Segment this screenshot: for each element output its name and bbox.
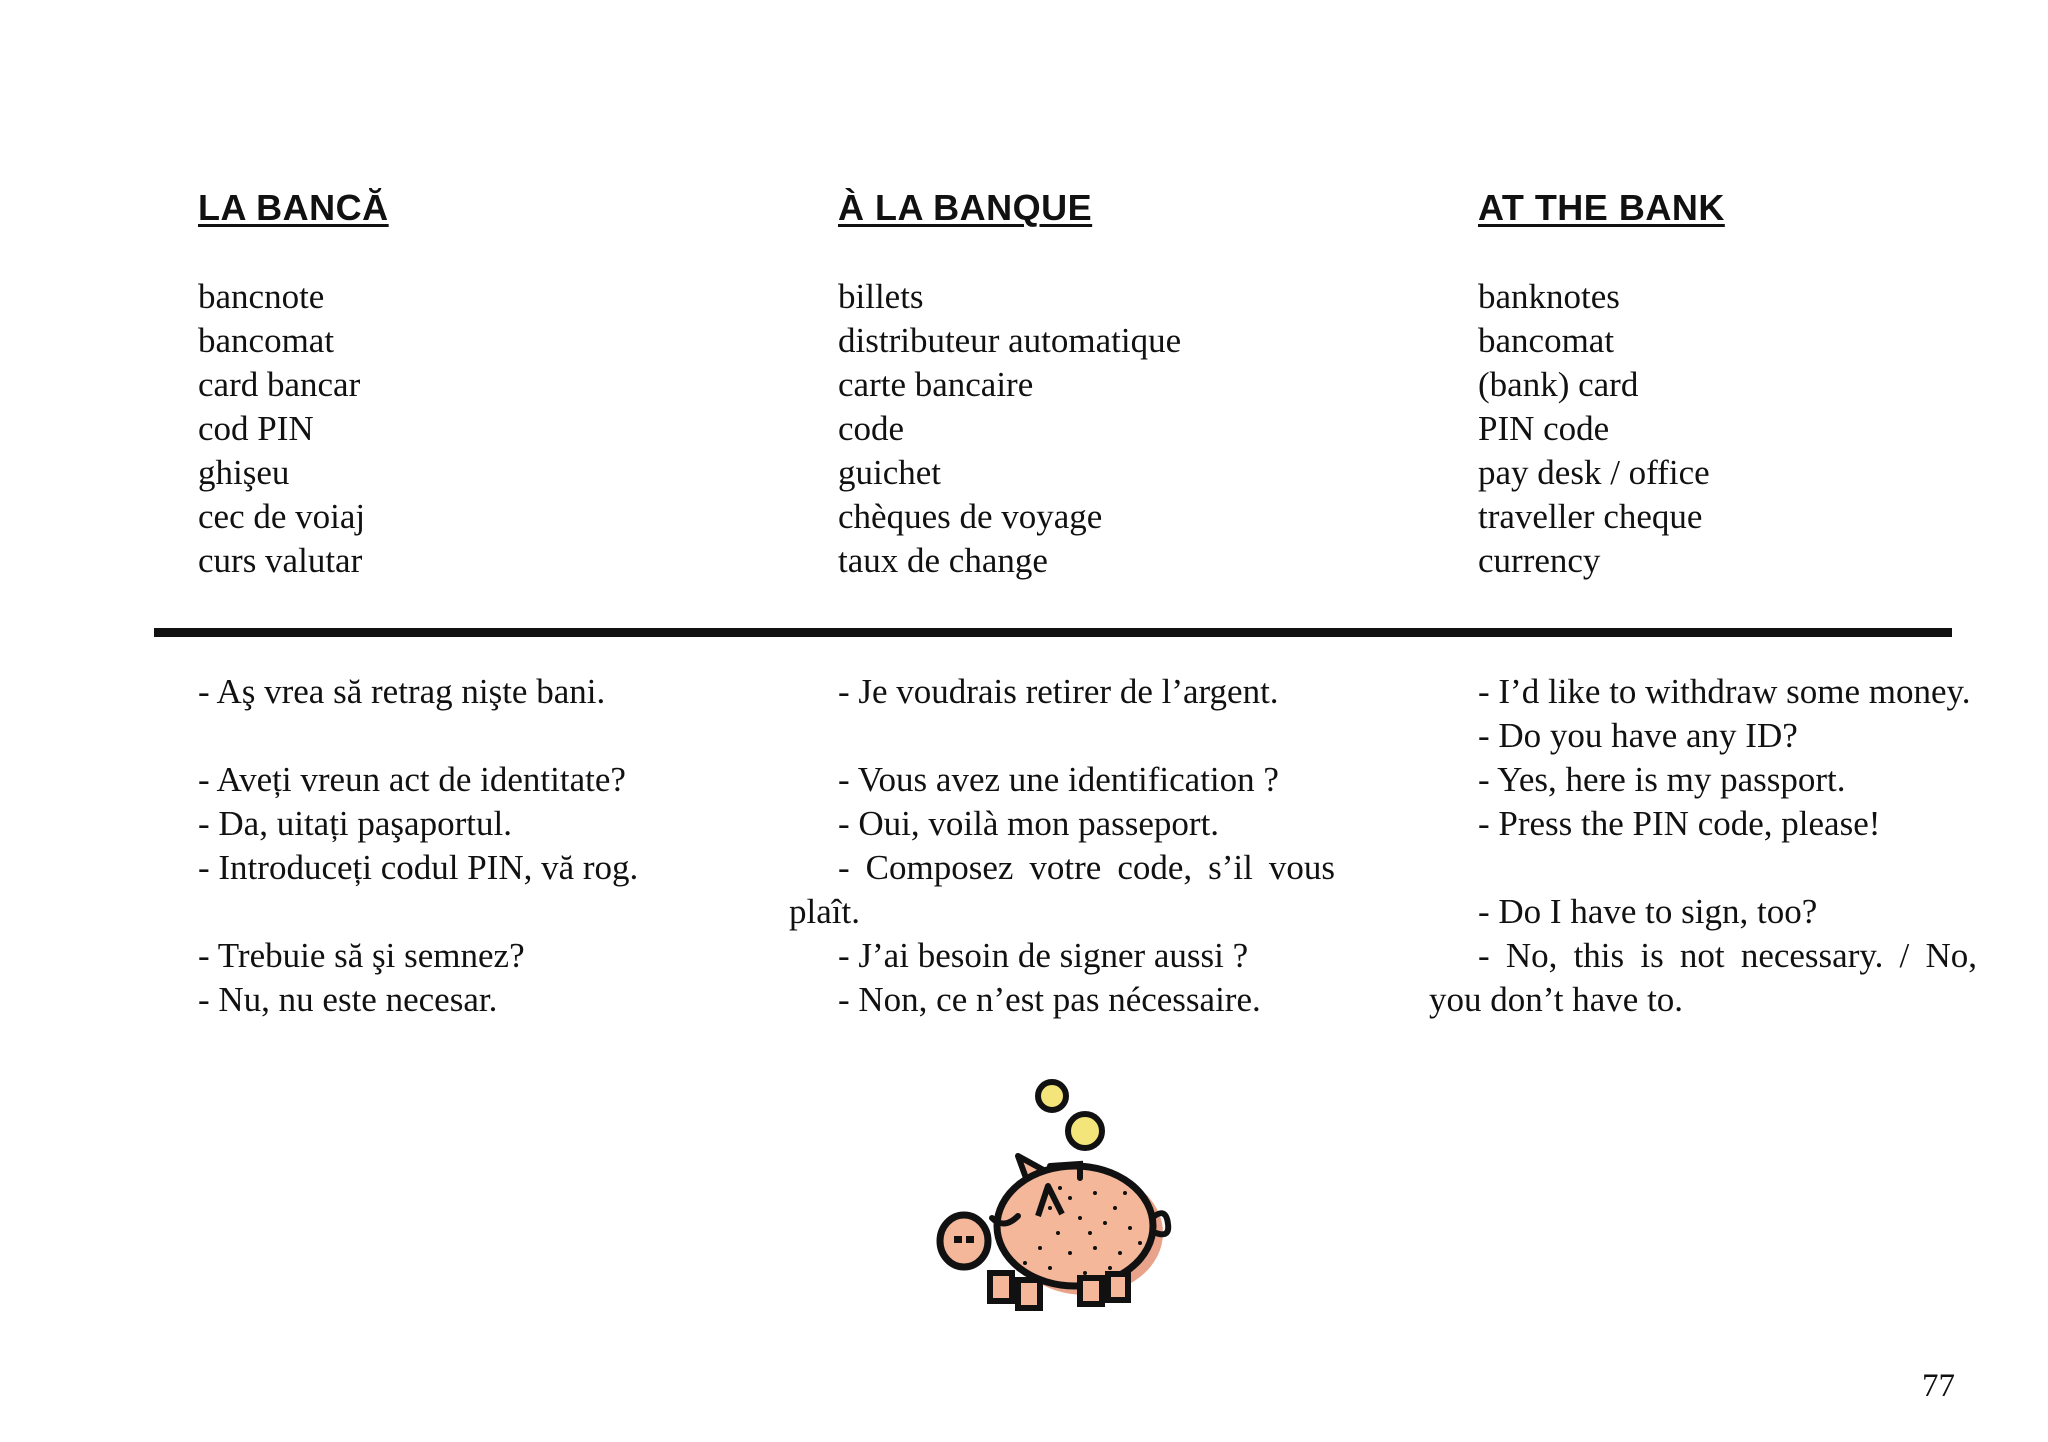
vocab-item: traveller cheque bbox=[1478, 497, 1703, 536]
vocab-item: chèques de voyage bbox=[838, 497, 1103, 536]
dialog-english bbox=[1429, 670, 1977, 1022]
dialog-line: - I’d like to withdraw some money. bbox=[1478, 672, 1971, 711]
vocab-item: PIN code bbox=[1478, 409, 1610, 448]
dialog-line: - Yes, here is my passport. bbox=[1478, 760, 1846, 799]
dialog-line: - Nu, nu este necesar. bbox=[198, 980, 498, 1019]
dialog-line: - Oui, voilà mon passeport. bbox=[838, 804, 1220, 843]
vocab-item: bancomat bbox=[1478, 321, 1615, 360]
vocab-item: ghişeu bbox=[198, 453, 290, 492]
dialog-line: - Je voudrais retirer de l’argent. bbox=[838, 672, 1279, 711]
piggy-bank-icon bbox=[930, 1068, 1180, 1328]
dialog-line: - Non, ce n’est pas nécessaire. bbox=[838, 980, 1261, 1019]
vocab-item: card bancar bbox=[198, 365, 361, 404]
vocab-item: carte bancaire bbox=[838, 365, 1034, 404]
vocab-item: (bank) card bbox=[1478, 365, 1639, 404]
vocab-item: guichet bbox=[838, 453, 942, 492]
vocab-item: code bbox=[838, 409, 905, 448]
dialog-line: - Da, uitați paşaportul. bbox=[198, 804, 512, 843]
vocab-item: currency bbox=[1478, 541, 1601, 580]
vocab-item: bancnote bbox=[198, 277, 325, 316]
dialog-line: - Introduceți codul PIN, vă rog. bbox=[198, 848, 639, 887]
vocab-list-romanian bbox=[198, 275, 365, 583]
dialog-french bbox=[789, 670, 1335, 1022]
vocab-item: banknotes bbox=[1478, 277, 1620, 316]
dialog-romanian bbox=[198, 670, 798, 1022]
dialog-line: - Press the PIN code, please! bbox=[1478, 804, 1881, 843]
dialog-line: - Vous avez une identification ? bbox=[838, 760, 1279, 799]
vocab-item: cec de voiaj bbox=[198, 497, 366, 536]
dialog-line: - J’ai besoin de signer aussi ? bbox=[838, 936, 1249, 975]
vocab-item: pay desk / office bbox=[1478, 453, 1710, 492]
vocab-item: taux de change bbox=[838, 541, 1048, 580]
heading-french: À LA BANQUE bbox=[838, 187, 1093, 228]
heading-english: AT THE BANK bbox=[1478, 187, 1725, 228]
vocab-list-english bbox=[1478, 275, 1710, 583]
dialog-line: - No, this is not necessary. / No, you don’t have to. bbox=[1429, 936, 1977, 1019]
vocab-item: cod PIN bbox=[198, 409, 314, 448]
vocab-item: billets bbox=[838, 277, 924, 316]
dialog-line: - Aş vrea să retrag nişte bani. bbox=[198, 672, 606, 711]
dialog-line: - Trebuie să şi semnez? bbox=[198, 936, 525, 975]
vocab-list-french bbox=[838, 275, 1181, 583]
vocab-item: curs valutar bbox=[198, 541, 363, 580]
heading-romanian: LA BANCĂ bbox=[198, 187, 389, 228]
vocab-item: bancomat bbox=[198, 321, 335, 360]
dialog-line: - Do I have to sign, too? bbox=[1478, 892, 1818, 931]
section-divider bbox=[154, 628, 1952, 637]
page-number: 77 bbox=[1922, 1368, 1955, 1404]
dialog-line: - Do you have any ID? bbox=[1478, 716, 1798, 755]
dialog-line: - Composez votre code, s’il vous plaît. bbox=[789, 848, 1335, 931]
vocab-item: distributeur automatique bbox=[838, 321, 1182, 360]
dialog-line: - Aveți vreun act de identitate? bbox=[198, 760, 626, 799]
